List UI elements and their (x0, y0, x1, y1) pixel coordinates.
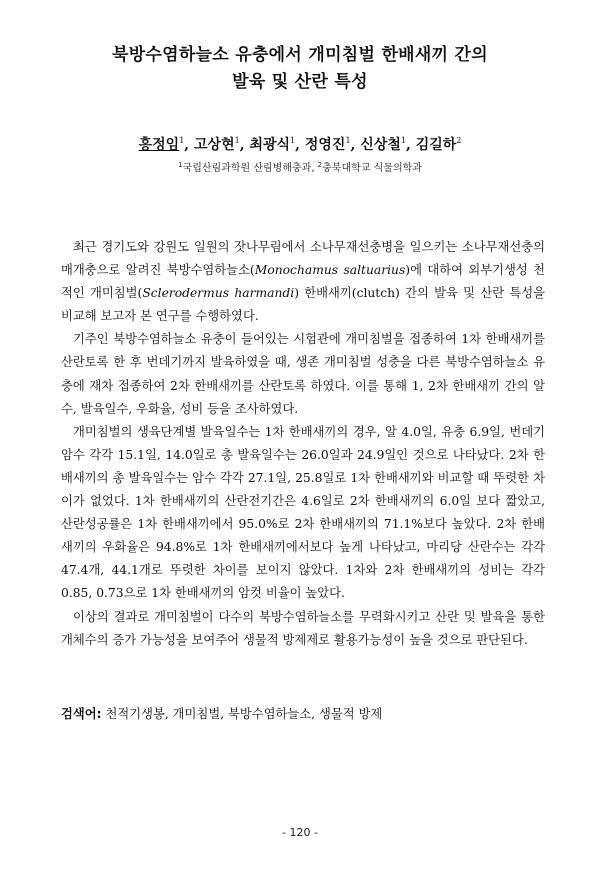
author-name: 홍정임 (138, 137, 180, 153)
author-affiliation-mark: 1 (234, 136, 240, 145)
author-name: 신상철 (360, 137, 401, 153)
affiliation-text: 충북대학교 식물의학과 (322, 163, 422, 174)
author-name: 김길하 (415, 137, 457, 153)
page-number: - 120 - (282, 826, 318, 839)
abstract-paragraph (61, 236, 545, 328)
affiliation-text: 국립산림과학원 산림병해충과 (182, 163, 312, 174)
author-affiliation-mark: 2 (456, 136, 462, 145)
paper-title-line-2: 발육 및 산란 특성 (232, 72, 368, 92)
paragraph-text: )에 대하여 외부기생성 천적인 개미침벌( (61, 263, 545, 301)
keywords-label: 검색어: (61, 707, 102, 721)
abstract-paragraph (61, 421, 545, 606)
affiliations: $^1$국립산림과학원 산림병해충과, $^2$충북대학교 식물의학과 (178, 161, 422, 174)
author-list: 홍정임$^1$, 고상현$^1$, 최광식$^1$, 정영진$^1$, 신상철$^1$, 김길하$^2$ (138, 136, 462, 153)
paragraph-text: ) 한배새끼(clutch) 간의 발육 및 산란 특성을 비교해 보고자 본 연구를 수행하였다. (61, 286, 545, 324)
affiliation-mark: 1 (178, 161, 183, 169)
paragraph-text: 최근 경기도와 강원도 일원의 잣나무림에서 소나무재선충병을 일으키는 소나무재선충의 매개충으로 알려진 북방수염하늘소( (61, 240, 545, 278)
species-name: Monochamus saltuarius (254, 263, 406, 278)
paragraph-text: 이상의 결과로 개미침벌이 다수의 북방수염하늘소를 무력화시키고 산란 및 발육을 통한 개체수의 증가 가능성을 보여주어 생물적 방제제로 활용가능성이 높을 것으로 판단된다. (61, 609, 545, 647)
abstract-paragraph (61, 606, 545, 652)
author-affiliation-mark: 1 (179, 136, 185, 145)
abstract-body (61, 236, 545, 652)
author-affiliation-mark: 1 (290, 136, 296, 145)
keywords-line (61, 704, 545, 722)
abstract-paragraph (61, 328, 545, 420)
author-affiliation-mark: 1 (345, 136, 351, 145)
author-name: 최광식 (249, 137, 291, 153)
author-affiliation-mark: 1 (400, 136, 406, 145)
paragraph-text: 기주인 북방수염하늘소 유충이 들어있는 시험관에 개미침벌을 접종하여 1차 한배새끼를 산란토록 한 후 번데기까지 발육하였을 때, 생존 개미침벌 성충을 다른 북방수염하늘소 유충에 재차 접종하여 2차 한배새끼를 산란토록 하였다. 이를 통해 1, 2차 한배새끼 간의 알 수, 발육일수, 우화율, 성비 등을 조사하였다. (61, 332, 545, 416)
author-name: 정영진 (304, 137, 346, 153)
affiliation-mark: 2 (317, 161, 323, 169)
keywords-text: 천적기생봉, 개미침벌, 북방수염하늘소, 생물적 방제 (101, 707, 383, 721)
species-name: Sclerodermus harmandi (142, 286, 295, 301)
author-name: 고상현 (194, 137, 235, 153)
paper-title-line-1: 북방수염하늘소 유충에서 개미침벌 한배새끼 간의 (111, 45, 489, 65)
paragraph-text: 개미침벌의 생육단계별 발육일수는 1차 한배새끼의 경우, 알 4.0일, 유충 6.9일, 번데기 암수 각각 15.1일, 14.0일로 총 발육일수는 26.0일과 24.9일인 것으로 나타났다. 2차 한배새끼의 총 발육일수는 암수 각각 27.1일, 25.8일로 1차 한배새끼와 비교할 때 뚜렷한 차이가 없었다. 1차 한배새끼의 산란전기간은 4.6일로 2차 한배새끼의 6.0일 보다 짧았고, 산란성공률은 1차 한배새끼에서 95.0%로 2차 한배새끼의 71.1%보다 높았다. 2차 한배새끼의 우화율은 94.8%로 1차 한배새끼에서보다 높게 나타났고, 마리당 산란수는 각각 47.4개, 44.1개로 뚜렷한 차이를 보이지 않았다. 1차와 2차 한배새끼의 성비는 각각 0.85, 0.73으로 1차 한배새끼의 암컷 비율이 높았다. (61, 424, 545, 601)
